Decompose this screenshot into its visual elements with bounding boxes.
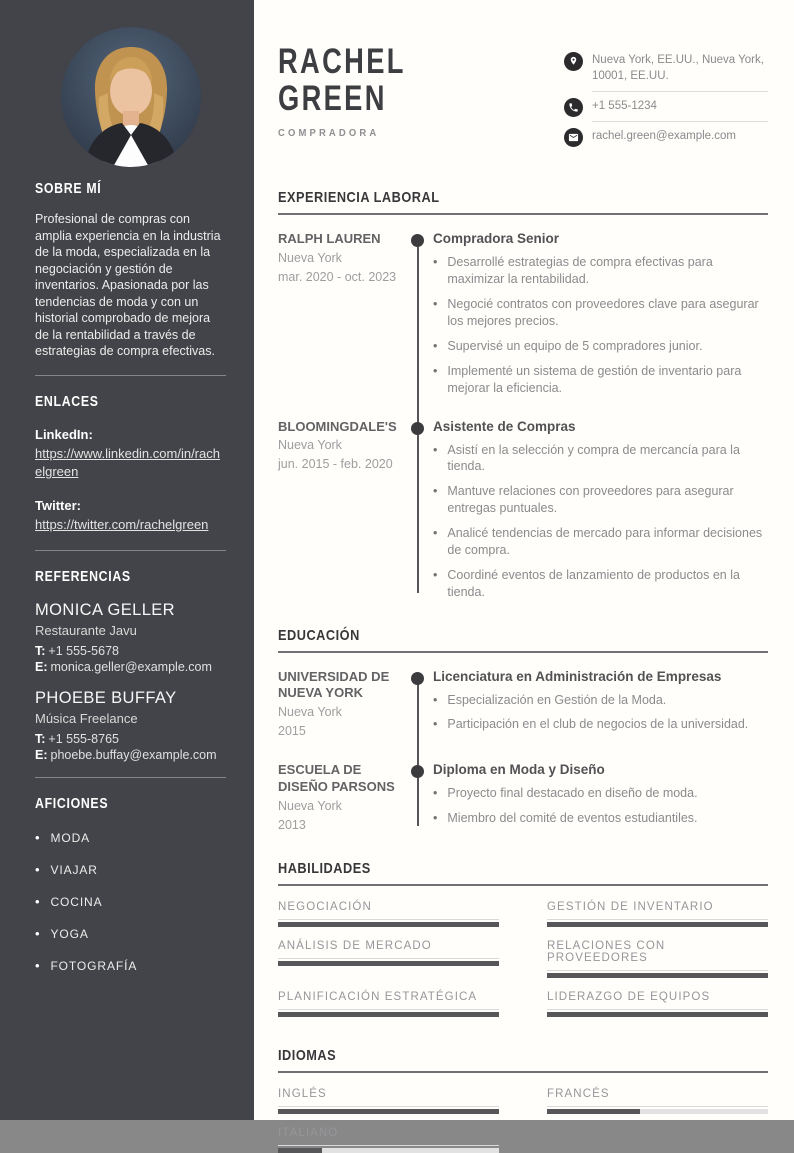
bullet-item <box>433 525 768 559</box>
phone-value: +1 555-5678 <box>48 644 119 659</box>
language-label: INGLÉS <box>278 1087 327 1100</box>
bullet-text: Supervisé un equipo de 5 compradores junior. <box>447 338 703 353</box>
experience-section <box>278 189 768 600</box>
bullet-text: Coordiné eventos de lanzamiento de productos en la tienda. <box>447 567 740 599</box>
bullet-icon: • <box>433 786 438 801</box>
company-name: BLOOMINGDALE'S <box>278 418 397 434</box>
about-section <box>35 167 226 376</box>
entry-left <box>278 762 406 834</box>
bullet-item <box>433 567 768 601</box>
bullet-text: Mantuve relaciones con proveedores para asegurar entregas puntuales. <box>447 484 734 516</box>
job-title: COMPRADORA <box>278 126 380 139</box>
role-title: Asistente de Compras <box>433 418 576 434</box>
company-name: RALPH LAUREN <box>278 231 381 247</box>
entry-year: 2015 <box>278 724 306 739</box>
header <box>278 40 768 151</box>
bullet-icon: • <box>35 926 41 942</box>
section-rule <box>278 884 768 886</box>
skill-item <box>278 991 499 1017</box>
contact-phone-text: +1 555-1234 <box>592 98 768 122</box>
reference-email <box>35 660 226 674</box>
section-rule <box>278 1071 768 1073</box>
reference-item <box>35 689 226 762</box>
link-label: LinkedIn: <box>35 426 93 442</box>
reference-item <box>35 601 226 674</box>
bullet-item <box>433 442 768 476</box>
skill-label: PLANIFICACIÓN ESTRATÉGICA <box>278 990 478 1003</box>
entry-right <box>433 231 768 396</box>
references-section <box>35 551 226 778</box>
contact-row-phone <box>564 92 768 122</box>
skill-label: ANÁLISIS DE MERCADO <box>278 939 432 952</box>
skill-bar-fill <box>278 961 499 966</box>
entry-dates: mar. 2020 - oct. 2023 <box>278 270 397 285</box>
school-name: UNIVERSIDAD DE NUEVA YORK <box>278 668 390 701</box>
bullet-text: Participación en el club de negocios de la universidad. <box>447 717 749 732</box>
reference-phone <box>35 732 226 746</box>
skill-item <box>547 940 768 978</box>
bullet-icon: • <box>35 862 41 878</box>
languages-title: IDIOMAS <box>278 1046 337 1064</box>
skill-label: GESTIÓN DE INVENTARIO <box>547 900 714 913</box>
language-bar <box>547 1109 768 1114</box>
bullet-icon: • <box>433 297 438 312</box>
language-bar-fill <box>278 1109 499 1114</box>
hobby-label: YOGA <box>50 926 89 941</box>
location-pin-icon <box>564 52 583 71</box>
timeline-dot <box>411 672 424 685</box>
section-rule <box>278 651 768 653</box>
bar-separator <box>278 958 499 959</box>
language-item <box>278 1088 499 1114</box>
timeline-dot <box>411 234 424 247</box>
reference-company: Restaurante Javu <box>35 623 137 639</box>
hobby-label: VIAJAR <box>50 862 98 877</box>
entry-location: Nueva York <box>278 798 342 813</box>
bar-separator <box>547 1009 768 1010</box>
reference-email <box>35 748 226 762</box>
email-value: monica.geller@example.com <box>50 660 212 675</box>
language-bar-fill <box>547 1109 640 1114</box>
language-bar <box>278 1148 499 1153</box>
skill-item <box>547 991 768 1017</box>
contact-location-text: Nueva York, EE.UU., Nueva York, 10001, EE.UU. <box>592 52 768 92</box>
phone-label: T: <box>35 732 46 747</box>
bullet-icon: • <box>35 958 41 974</box>
sidebar <box>0 0 254 1120</box>
language-bar <box>278 1109 499 1114</box>
hobby-item <box>35 894 226 909</box>
education-entry <box>278 762 768 834</box>
bullet-icon: • <box>35 894 41 910</box>
experience-entries <box>278 231 768 600</box>
bullet-item <box>433 716 768 733</box>
bullet-icon: • <box>433 442 438 457</box>
skill-bar <box>547 1012 768 1017</box>
link-item-linkedin <box>35 426 226 483</box>
hobby-item <box>35 862 226 877</box>
school-name: ESCUELA DE DISEÑO PARSONS <box>278 762 395 794</box>
skill-bar-fill <box>547 922 768 927</box>
skill-bar-fill <box>278 922 499 927</box>
reference-name: PHOEBE BUFFAY <box>35 689 177 708</box>
references-title: REFERENCIAS <box>35 569 131 586</box>
phone-value: +1 555-8765 <box>48 732 119 747</box>
main-column <box>254 0 794 1139</box>
entry-right <box>433 669 768 741</box>
about-title: SOBRE MÍ <box>35 181 102 197</box>
bar-separator <box>547 970 768 971</box>
skill-bar-fill <box>547 1012 768 1017</box>
bar-separator <box>278 1145 499 1146</box>
bar-separator <box>547 1106 768 1107</box>
language-label: ITALIANO <box>278 1126 339 1139</box>
bullet-text: Asistí en la selección y compra de mercancía para la tienda. <box>447 442 740 474</box>
skill-label: RELACIONES CON PROVEEDORES <box>547 939 666 964</box>
email-icon <box>564 128 583 147</box>
email-label: E: <box>35 748 48 763</box>
skill-bar-fill <box>278 1012 499 1017</box>
entry-location: Nueva York <box>278 705 342 720</box>
bullet-icon: • <box>433 526 438 540</box>
contact-row-email <box>564 122 768 151</box>
bar-separator <box>278 1106 499 1107</box>
portrait-illustration <box>61 27 201 167</box>
bullet-icon: • <box>433 484 438 499</box>
bullet-item <box>433 338 768 355</box>
hobby-item <box>35 958 226 973</box>
bullet-item <box>433 483 768 517</box>
experience-entry <box>278 419 768 601</box>
email-value: phoebe.buffay@example.com <box>50 748 217 763</box>
bullet-item <box>433 296 768 330</box>
bullet-item <box>433 363 768 397</box>
bullet-text: Analicé tendencias de mercado para informar decisiones de compra. <box>447 526 763 557</box>
skill-bar <box>547 973 768 978</box>
hobbies-title: AFICIONES <box>35 796 109 813</box>
bullet-text: Miembro del comité de eventos estudiantiles. <box>447 810 698 825</box>
bullet-icon: • <box>433 810 438 825</box>
email-label: E: <box>35 660 48 675</box>
section-rule <box>278 213 768 215</box>
languages-section <box>278 1047 768 1153</box>
name-block <box>278 40 442 151</box>
skill-bar <box>278 922 499 927</box>
skill-label: LIDERAZGO DE EQUIPOS <box>547 990 711 1003</box>
first-name: RACHEL <box>278 42 406 81</box>
bullet-text: Implementé un sistema de gestión de inventario para mejorar la eficiencia. <box>447 363 742 395</box>
degree-title: Diploma en Moda y Diseño <box>433 762 605 778</box>
skills-title: HABILIDADES <box>278 859 371 877</box>
reference-name: MONICA GELLER <box>35 601 175 620</box>
entry-location: Nueva York <box>278 438 342 453</box>
skill-label: NEGOCIACIÓN <box>278 900 372 913</box>
language-bar-fill <box>278 1148 322 1153</box>
education-entries <box>278 669 768 834</box>
hobby-item <box>35 926 226 941</box>
timeline-dot <box>411 422 424 435</box>
skill-bar <box>547 922 768 927</box>
skill-item <box>278 940 499 978</box>
entry-left <box>278 419 406 601</box>
education-section <box>278 627 768 834</box>
bullet-item <box>433 810 768 827</box>
phone-label: T: <box>35 644 46 659</box>
skill-bar-fill <box>547 973 768 978</box>
bullet-text: Negocié contratos con proveedores clave para asegurar los mejores precios. <box>447 297 759 328</box>
entry-right <box>433 419 768 601</box>
bar-separator <box>547 919 768 920</box>
link-label: Twitter: <box>35 498 81 514</box>
degree-title: Licenciatura en Administración de Empresas <box>433 668 722 684</box>
bar-separator <box>278 919 499 920</box>
language-label: FRANCÉS <box>547 1087 610 1100</box>
skill-bar <box>278 961 499 966</box>
education-entry <box>278 669 768 741</box>
hobby-label: MODA <box>50 830 91 845</box>
bullet-icon: • <box>433 255 438 270</box>
skills-grid <box>278 901 768 1017</box>
phone-icon <box>564 98 583 117</box>
bullet-icon: • <box>433 338 438 353</box>
bullet-item <box>433 254 768 288</box>
skill-item <box>547 901 768 927</box>
entry-location: Nueva York <box>278 251 342 266</box>
hobby-item <box>35 830 226 845</box>
bullet-item <box>433 785 768 802</box>
profile-photo <box>61 27 201 167</box>
role-title: Compradora Senior <box>433 231 560 247</box>
languages-grid <box>278 1088 768 1153</box>
bullet-icon: • <box>433 717 438 732</box>
contact-block <box>564 46 768 151</box>
entry-left <box>278 231 406 396</box>
link-item-twitter <box>35 497 226 535</box>
entry-left <box>278 669 406 741</box>
bullet-text: Desarrollé estrategias de compra efectivas para maximizar la rentabilidad. <box>447 255 713 287</box>
skills-section <box>278 860 768 1017</box>
about-text: Profesional de compras con amplia experiencia en la industria de la moda, especializada en la negociación y gestión de inventarios. Apasionada por las tendencias de moda y con un historial comprobado de mejora de la rentabilidad a través de estrategias de compra efectivas. <box>35 212 221 358</box>
bullet-item <box>433 692 768 709</box>
links-title: ENLACES <box>35 393 99 410</box>
skill-item <box>278 901 499 927</box>
last-name: GREEN <box>278 78 387 118</box>
contact-email-text: rachel.green@example.com <box>592 130 736 143</box>
twitter-link[interactable]: https://twitter.com/rachelgreen <box>35 517 209 533</box>
education-title: EDUCACIÓN <box>278 626 360 644</box>
hobby-label: COCINA <box>50 894 103 909</box>
bullet-icon: • <box>433 692 438 707</box>
experience-title: EXPERIENCIA LABORAL <box>278 189 440 207</box>
bullet-text: Especialización en Gestión de la Moda. <box>447 692 667 707</box>
entry-right <box>433 762 768 834</box>
language-item <box>547 1088 768 1114</box>
linkedin-link[interactable]: https://www.linkedin.com/in/rachelgreen <box>35 445 220 480</box>
hobby-label: FOTOGRAFÍA <box>50 958 138 973</box>
bar-separator <box>278 1009 499 1010</box>
bullet-icon: • <box>433 567 438 582</box>
reference-company: Música Freelance <box>35 711 138 727</box>
entry-dates: jun. 2015 - feb. 2020 <box>278 457 393 472</box>
reference-phone <box>35 644 226 658</box>
hobbies-section <box>35 778 226 973</box>
bullet-text: Proyecto final destacado en diseño de moda. <box>447 786 698 801</box>
contact-row-location <box>564 46 768 92</box>
entry-year: 2013 <box>278 817 306 832</box>
language-item <box>278 1127 499 1153</box>
skill-bar <box>278 1012 499 1017</box>
bullet-icon: • <box>433 363 438 378</box>
links-section <box>35 376 226 552</box>
experience-entry <box>278 231 768 396</box>
bullet-icon: • <box>35 830 41 846</box>
timeline-dot <box>411 765 424 778</box>
